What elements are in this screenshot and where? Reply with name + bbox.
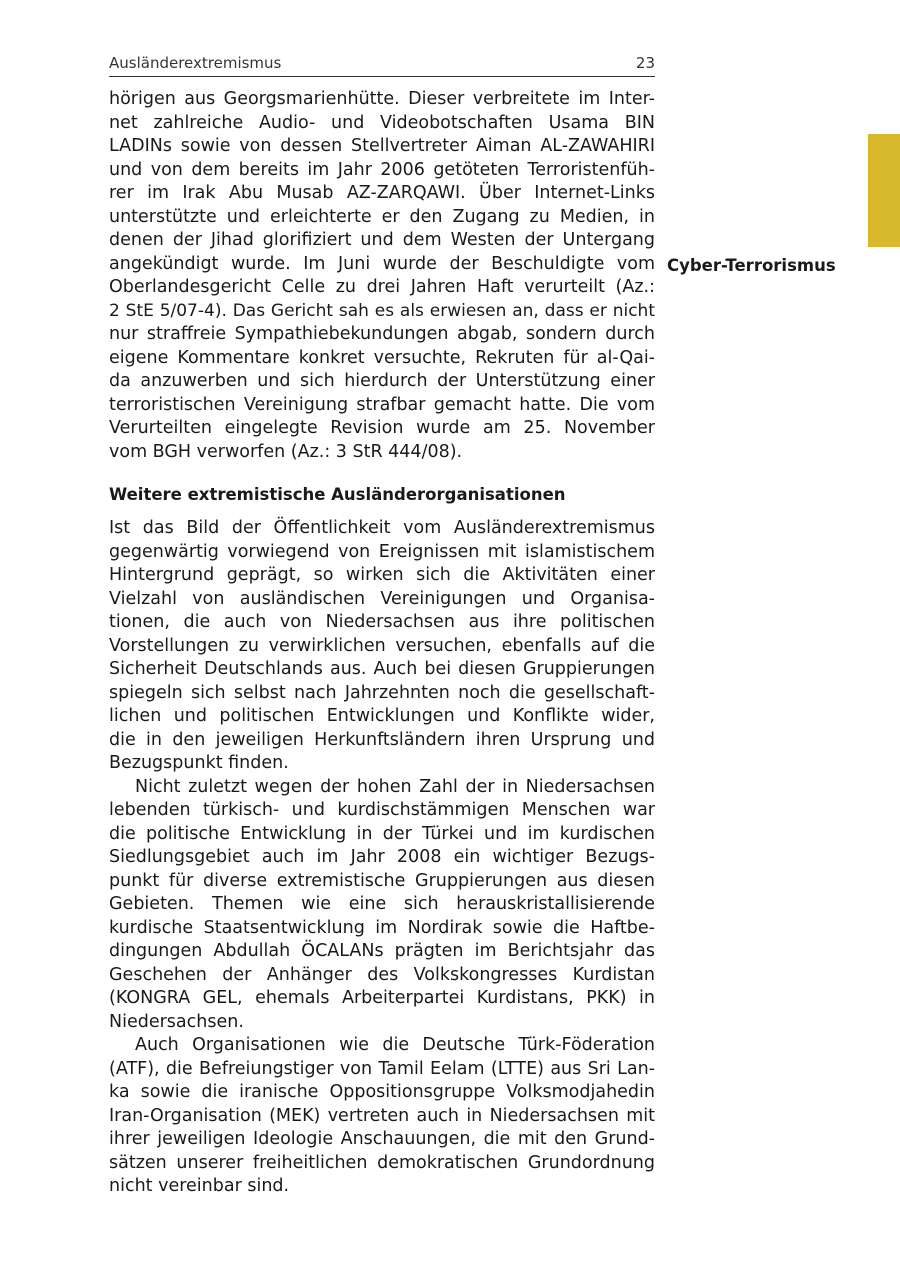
text-line: (ATF), die Befreiungstiger von Tamil Eelam (LTTE) aus Sri Lan- xyxy=(109,1058,655,1079)
text-line: Siedlungsgebiet auch im Jahr 2008 ein wichtiger Bezugs- xyxy=(109,847,655,867)
text-line: Vielzahl von ausländischen Vereinigungen und Organisa- xyxy=(109,588,655,609)
text-line: Verurteilten eingelegte Revision wurde am 25. November xyxy=(109,418,655,438)
text-line: Oberlandesgericht Celle zu drei Jahren Haft verurteilt (Az.: xyxy=(109,277,655,297)
text-line: net zahlreiche Audio- und Videobotschaften Usama BIN xyxy=(109,112,655,133)
text-line: ihrer jeweiligen Ideologie Anschauungen, die mit den Grund- xyxy=(109,1129,655,1149)
text-line: da anzuwerben und sich hierdurch der Unterstützung einer xyxy=(109,371,655,391)
page-number: 23 xyxy=(635,54,655,72)
text-line: Bezugspunkt finden. xyxy=(109,753,289,773)
text-line: punkt für diverse extremistische Gruppierungen aus diesen xyxy=(109,870,655,891)
text-line: nur straffreie Sympathiebekundungen abgab, sondern durch xyxy=(109,324,655,344)
text-line: gegenwärtig vorwiegend von Ereignissen mit islamistischem xyxy=(109,541,655,562)
text-line: kurdische Staatsentwicklung im Nordirak sowie die Haftbe- xyxy=(109,917,655,938)
text-line: Nicht zuletzt wegen der hohen Zahl der in Niedersachsen xyxy=(135,776,655,797)
section-1-paragraph xyxy=(109,88,655,464)
text-line: die in den jeweiligen Herkunftsländern ihren Ursprung und xyxy=(109,729,655,750)
section-heading: Weitere extremistische Ausländerorganisationen xyxy=(109,485,566,504)
text-line: und von dem bereits im Jahr 2006 getöteten Terroristenfüh- xyxy=(109,159,655,180)
text-line: Sicherheit Deutschlands aus. Auch bei diesen Gruppierungen xyxy=(109,659,655,679)
running-header xyxy=(109,52,655,77)
text-line: Gebieten. Themen wie eine sich herauskristallisierende xyxy=(109,894,655,914)
text-line: rer im Irak Abu Musab AZ-ZARQAWI. Über Internet-Links xyxy=(109,183,655,203)
text-line: terroristischen Vereinigung strafbar gemacht hatte. Die vom xyxy=(109,394,655,415)
margin-note: Cyber-Terrorismus xyxy=(667,256,836,275)
section-2-paragraph-2 xyxy=(109,776,655,1035)
text-line: Ist das Bild der Öffentlichkeit vom Ausländerextremismus xyxy=(109,518,655,538)
text-line: lichen und politischen Entwicklungen und Konflikte wider, xyxy=(109,706,655,726)
text-line: hörigen aus Georgsmarienhütte. Dieser verbreitete im Inter- xyxy=(109,89,655,109)
chapter-tab-marker xyxy=(868,134,900,247)
section-2-paragraph-3 xyxy=(109,1034,655,1199)
text-line: Hintergrund geprägt, so wirken sich die Aktivitäten einer xyxy=(109,565,655,585)
text-line: nicht vereinbar sind. xyxy=(109,1176,290,1196)
text-line: (KONGRA GEL, ehemals Arbeiterpartei Kurdistans, PKK) in xyxy=(109,988,655,1008)
text-line: ka sowie die iranische Oppositionsgruppe Volksmodjahedin xyxy=(109,1082,655,1102)
text-line: denen der Jihad glorifiziert und dem Westen der Untergang xyxy=(109,230,655,250)
text-line: Geschehen der Anhänger des Volkskongresses Kurdistan xyxy=(109,964,655,985)
section-2-paragraph-1 xyxy=(109,517,655,776)
text-line: LADINs sowie von dessen Stellvertreter Aiman AL-ZAWAHIRI xyxy=(109,136,655,156)
text-line: 2 StE 5/07-4). Das Gericht sah es als erwiesen an, dass er nicht xyxy=(109,300,655,321)
text-line: Niedersachsen. xyxy=(109,1011,244,1032)
text-line: Auch Organisationen wie die Deutsche Türk-Föderation xyxy=(135,1035,655,1055)
text-line: unterstützte und erleichterte er den Zugang zu Medien, in xyxy=(109,206,655,227)
text-line: die politische Entwicklung in der Türkei und im kurdischen xyxy=(109,823,655,844)
text-line: tionen, die auch von Niedersachsen aus ihre politischen xyxy=(109,612,655,632)
text-line: sätzen unserer freiheitlichen demokratischen Grundordnung xyxy=(109,1152,655,1173)
text-line: angekündigt wurde. Im Juni wurde der Beschuldigte vom xyxy=(109,253,655,274)
running-title: Ausländerextremismus xyxy=(109,54,282,72)
main-text xyxy=(109,88,655,1199)
text-line: spiegeln sich selbst nach Jahrzehnten noch die gesellschaft- xyxy=(109,682,655,703)
text-line: vom BGH verworfen (Az.: 3 StR 444/08). xyxy=(109,441,463,462)
text-line: eigene Kommentare konkret versuchte, Rekruten für al-Qai- xyxy=(109,347,655,368)
text-line: dingungen Abdullah ÖCALANs prägten im Berichtsjahr das xyxy=(109,941,655,961)
text-line: Iran-Organisation (MEK) vertreten auch in Niedersachsen mit xyxy=(109,1105,655,1126)
text-line: Vorstellungen zu verwirklichen versuchen, ebenfalls auf die xyxy=(109,635,655,656)
text-line: lebenden türkisch- und kurdischstämmigen Menschen war xyxy=(109,800,655,820)
